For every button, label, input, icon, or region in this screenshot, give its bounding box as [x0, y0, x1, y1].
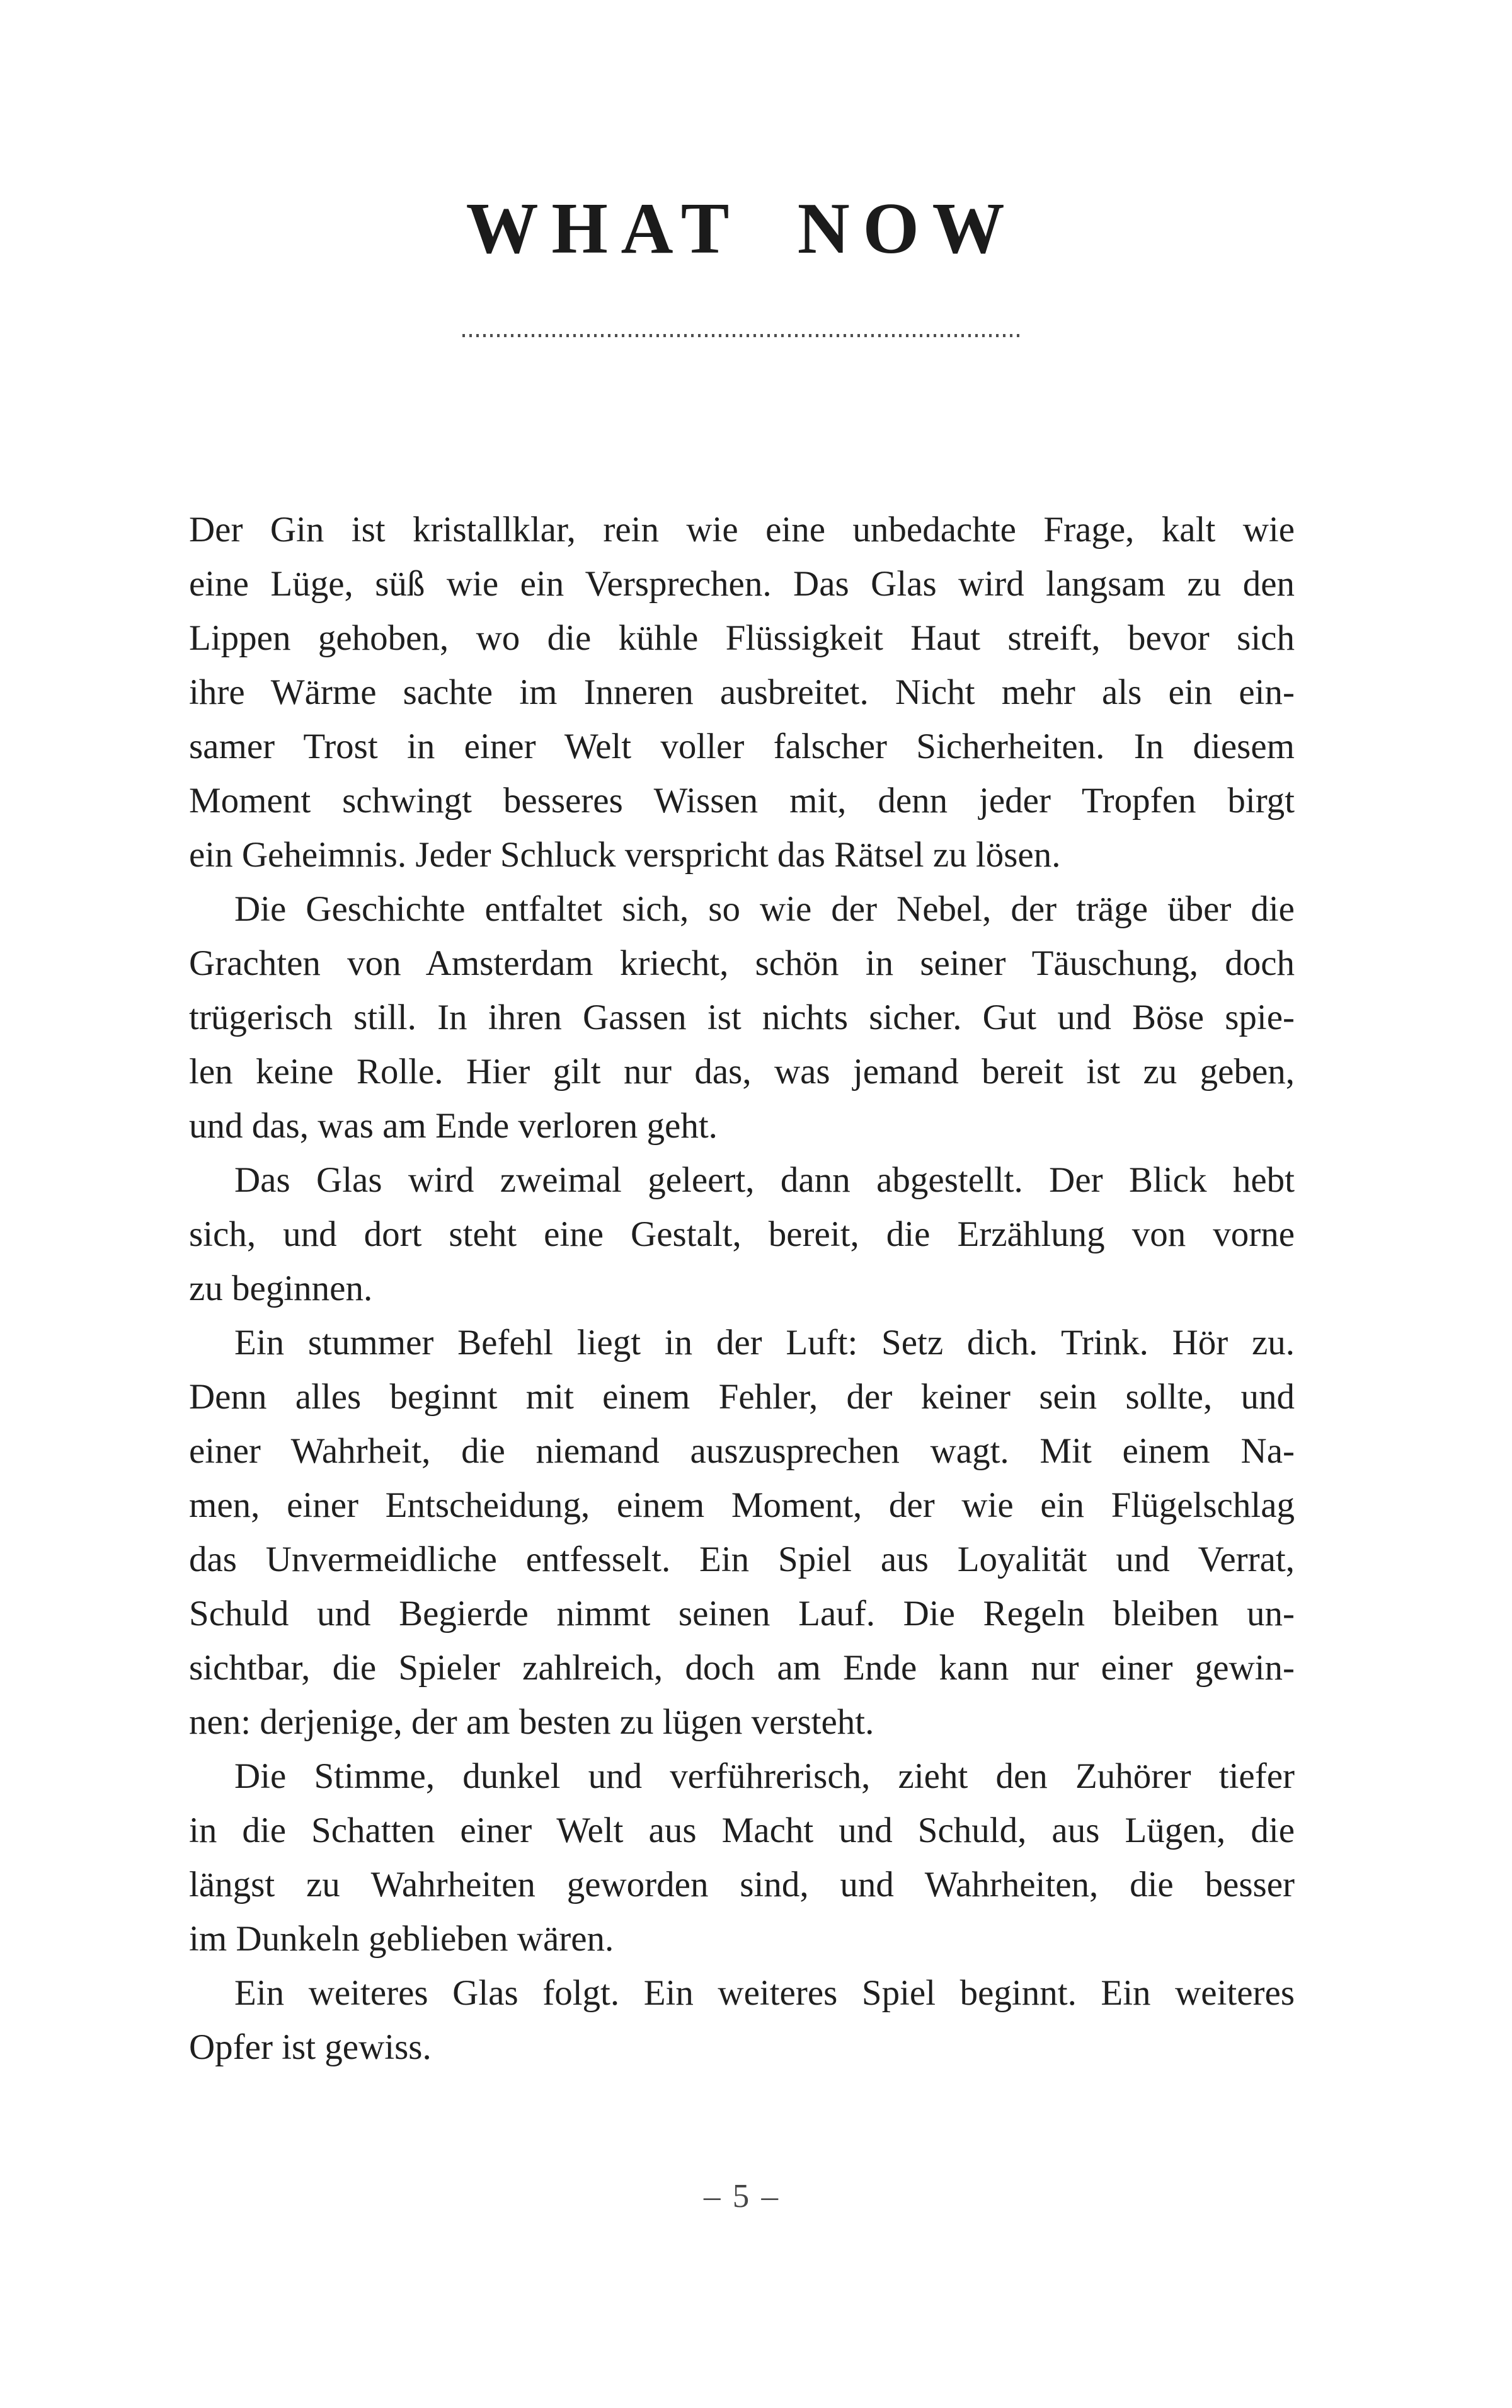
dotted-divider: [462, 334, 1022, 337]
text-line: len keine Rolle. Hier gilt nur das, was jemand bereit ist zu geben,: [189, 1052, 1295, 1092]
text-line: nen: derjenige, der am besten zu lügen versteht.: [189, 1702, 874, 1742]
text-line: in die Schatten einer Welt aus Macht und Schuld, aus Lügen, die: [189, 1811, 1295, 1850]
text-line: und das, was am Ende verloren geht.: [189, 1106, 718, 1146]
text-line: einer Wahrheit, die niemand auszusprechen wagt. Mit einem Na-: [189, 1431, 1295, 1471]
text-line: Opfer ist gewiss.: [189, 2027, 432, 2067]
text-line: trügerisch still. In ihren Gassen ist nichts sicher. Gut und Böse spie-: [189, 998, 1295, 1037]
text-line: sichtbar, die Spieler zahlreich, doch am Ende kann nur einer gewin-: [189, 1648, 1295, 1688]
page-number: – 5 –: [704, 2178, 780, 2215]
text-line: ihre Wärme sachte im Inneren ausbreitet. Nicht mehr als ein ein-: [189, 672, 1295, 712]
text-line: ein Geheimnis. Jeder Schluck verspricht das Rätsel zu lösen.: [189, 835, 1061, 875]
text-line: Der Gin ist kristallklar, rein wie eine unbedachte Frage, kalt wie: [189, 510, 1295, 550]
text-line: Das Glas wird zweimal geleert, dann abgestellt. Der Blick hebt: [234, 1160, 1295, 1200]
text-line: men, einer Entscheidung, einem Moment, der wie ein Flügelschlag: [189, 1485, 1295, 1525]
text-line: längst zu Wahrheiten geworden sind, und Wahrheiten, die besser: [189, 1865, 1295, 1904]
text-line: samer Trost in einer Welt voller falscher Sicherheiten. In diesem: [189, 727, 1295, 766]
chapter-title: WHAT NOW: [466, 188, 1018, 268]
body-text: [189, 503, 1295, 2075]
text-line: das Unvermeidliche entfesselt. Ein Spiel aus Loyalität und Verrat,: [189, 1540, 1295, 1579]
text-line: Die Geschichte entfaltet sich, so wie der Nebel, der träge über die: [234, 889, 1295, 929]
text-line: Moment schwingt besseres Wissen mit, denn jeder Tropfen birgt: [189, 781, 1295, 821]
text-line: eine Lüge, süß wie ein Versprechen. Das Glas wird langsam zu den: [189, 564, 1295, 604]
text-line: Lippen gehoben, wo die kühle Flüssigkeit Haut streift, bevor sich: [189, 618, 1295, 658]
text-line: Denn alles beginnt mit einem Fehler, der keiner sein sollte, und: [189, 1377, 1295, 1417]
text-line: sich, und dort steht eine Gestalt, bereit, die Erzählung von vorne: [189, 1214, 1295, 1254]
text-line: im Dunkeln geblieben wären.: [189, 1919, 614, 1959]
text-line: Ein stummer Befehl liegt in der Luft: Setz dich. Trink. Hör zu.: [234, 1323, 1295, 1362]
text-line: Ein weiteres Glas folgt. Ein weiteres Spiel beginnt. Ein weiteres: [234, 1973, 1295, 2013]
text-line: Grachten von Amsterdam kriecht, schön in seiner Täuschung, doch: [189, 943, 1295, 983]
text-line: Die Stimme, dunkel und verführerisch, zieht den Zuhörer tiefer: [234, 1756, 1295, 1796]
text-line: zu beginnen.: [189, 1269, 373, 1308]
text-line: Schuld und Begierde nimmt seinen Lauf. Die Regeln bleiben un-: [189, 1594, 1295, 1633]
